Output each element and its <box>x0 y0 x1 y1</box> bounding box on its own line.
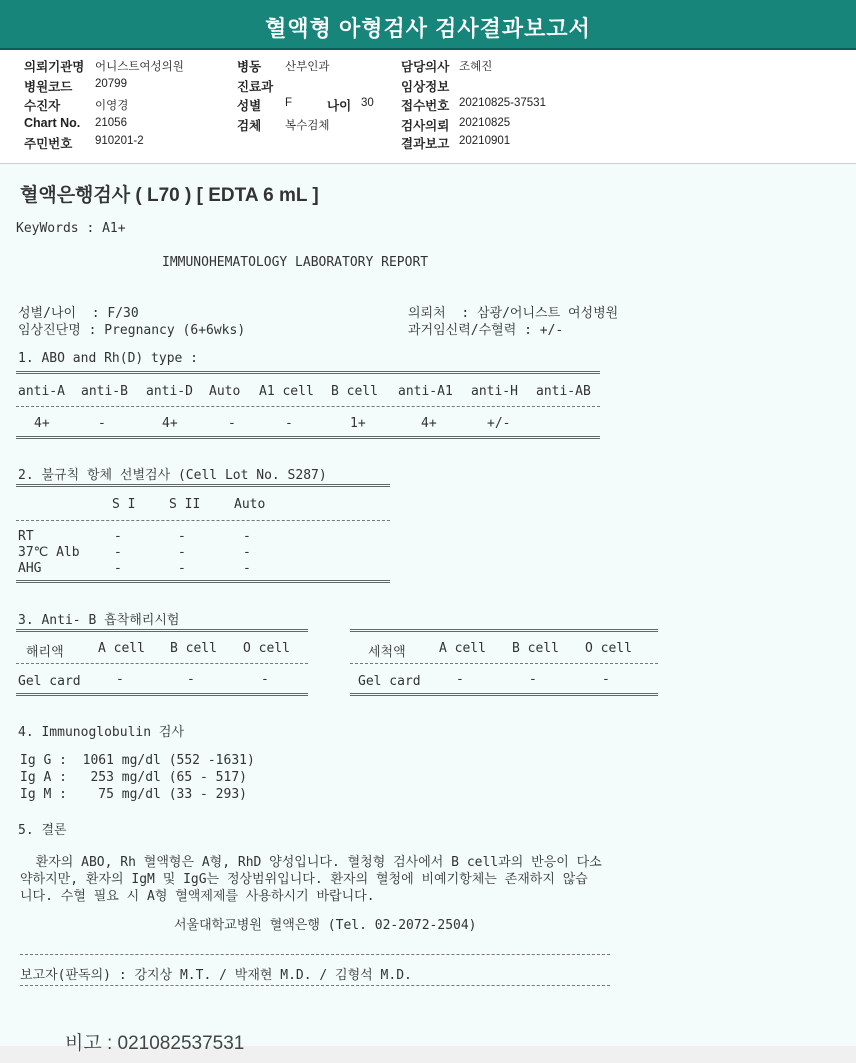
abo-header: anti-AB <box>536 384 591 399</box>
transfusion-history: 과거임신력/수혈력 : +/- <box>408 323 564 338</box>
abo-mid-rule <box>16 406 600 407</box>
reporter-top-rule <box>20 954 610 955</box>
label-department: 진료과 <box>237 80 274 94</box>
abo-header: A1 cell <box>259 384 314 399</box>
lab-report-title: IMMUNOHEMATOLOGY LABORATORY REPORT <box>162 255 429 270</box>
elu-row-label: Gel card <box>18 674 81 689</box>
abo-header: Auto <box>209 384 241 399</box>
screen-value: - <box>178 529 186 544</box>
wash-value: - <box>602 672 610 687</box>
value-requester: 어니스트여성의원 <box>95 61 184 73</box>
abo-section-title: 1. ABO and Rh(D) type : <box>18 351 199 366</box>
elu-mid-rule <box>16 663 308 664</box>
value-request-date: 20210825 <box>459 117 511 129</box>
screen-row-label: 37℃ Alb <box>18 545 80 560</box>
ig-section-title: 4. Immunoglobulin 검사 <box>18 725 184 740</box>
conclusion-line: 환자의 ABO, Rh 혈액형은 A형, RhD 양성입니다. 혈청형 검사에서 B cell과의 반응이 다소 <box>20 855 602 870</box>
elu-header: A cell <box>98 641 145 656</box>
screen-section-title: 2. 불규칙 항체 선별검사 (Cell Lot No. S287) <box>18 468 327 483</box>
screen-header: S II <box>169 497 201 512</box>
ig-line: Ig G : 1061 mg/dl (552 -1631) <box>20 753 255 768</box>
abo-header: anti-D <box>146 384 193 399</box>
label-doctor: 담당의사 <box>401 60 450 74</box>
clinical-diagnosis: 임상진단명 : Pregnancy (6+6wks) <box>18 323 246 338</box>
label-requester: 의뢰기관명 <box>24 60 85 74</box>
label-resident-no: 주민번호 <box>24 137 73 151</box>
title-bar <box>0 0 856 50</box>
screen-value: - <box>114 561 122 576</box>
screen-value: - <box>243 529 251 544</box>
screen-value: - <box>114 529 122 544</box>
screen-value: - <box>114 545 122 560</box>
screen-value: - <box>243 561 251 576</box>
report-title: 혈액형 아형검사 검사결과보고서 <box>265 16 591 41</box>
sex-age: 성별/나이 : F/30 <box>18 306 139 321</box>
wash-bottom-rule <box>350 693 658 696</box>
screen-top-rule <box>16 484 390 487</box>
value-chart-no: 21056 <box>95 117 127 129</box>
wash-mid-rule <box>350 663 658 664</box>
abo-value: 4+ <box>421 416 437 431</box>
ig-line: Ig A : 253 mg/dl (65 - 517) <box>20 770 247 785</box>
abo-value: - <box>228 416 236 431</box>
wash-header: 세척액 <box>368 645 406 660</box>
abo-value: 4+ <box>162 416 178 431</box>
label-chart-no: Chart No. <box>24 116 81 130</box>
wash-row-label: Gel card <box>358 674 421 689</box>
abo-value: +/- <box>487 416 511 431</box>
reporter-bottom-rule <box>20 985 610 986</box>
abo-value: 1+ <box>350 416 366 431</box>
label-report-date: 결과보고 <box>401 137 450 151</box>
wash-header: B cell <box>512 641 559 656</box>
value-specimen: 복수검체 <box>285 120 330 132</box>
screen-mid-rule <box>16 520 390 521</box>
remark: 비고 : 021082537531 <box>65 1033 245 1054</box>
label-hospital-code: 병원코드 <box>24 80 73 94</box>
value-receipt-no: 20210825-37531 <box>459 97 546 109</box>
screen-header: S I <box>112 497 136 512</box>
wash-top-rule <box>350 629 658 632</box>
abo-header: anti-B <box>81 384 128 399</box>
wash-value: - <box>456 672 464 687</box>
elu-value: - <box>187 672 195 687</box>
elu-bottom-rule <box>16 693 308 696</box>
label-receipt-no: 접수번호 <box>401 99 450 113</box>
elu-value: - <box>261 672 269 687</box>
conclusion-title: 5. 결론 <box>18 823 67 838</box>
value-resident-no: 910201-2 <box>95 135 144 147</box>
conclusion-line: 니다. 수혈 필요 시 A형 혈액제제를 사용하시기 바랍니다. <box>20 889 375 904</box>
screen-value: - <box>178 561 186 576</box>
label-age: 나이 <box>327 99 352 113</box>
value-hospital-code: 20799 <box>95 78 127 90</box>
value-sex: F <box>285 97 293 109</box>
value-report-date: 20210901 <box>459 135 511 147</box>
keywords: KeyWords : A1+ <box>16 221 126 236</box>
label-ward: 병동 <box>237 60 262 74</box>
value-age: 30 <box>361 97 374 109</box>
screen-row-label: RT <box>18 529 34 544</box>
screen-bottom-rule <box>16 580 390 583</box>
wash-header: A cell <box>439 641 486 656</box>
abo-header: anti-A1 <box>398 384 453 399</box>
abo-header: anti-A <box>18 384 65 399</box>
abo-bottom-rule <box>16 436 600 439</box>
elu-header: 해리액 <box>26 645 64 660</box>
elu-header: O cell <box>243 641 290 656</box>
label-request-date: 검사의뢰 <box>401 119 450 133</box>
abo-header: anti-H <box>471 384 518 399</box>
elu-value: - <box>116 672 124 687</box>
antib-section-title: 3. Anti- B 흡착해리시험 <box>18 613 180 628</box>
value-doctor: 조혜진 <box>459 61 493 73</box>
conclusion-line: 약하지만, 환자의 IgM 및 IgG는 정상범위입니다. 환자의 혈청에 비예기항체는 존재하지 않습 <box>20 872 588 887</box>
screen-row-label: AHG <box>18 561 42 576</box>
value-patient: 이영경 <box>95 100 129 112</box>
referrer: 의뢰처 : 삼광/어니스트 여성병원 <box>408 306 619 321</box>
elu-header: B cell <box>170 641 217 656</box>
abo-value: - <box>285 416 293 431</box>
screen-value: - <box>243 545 251 560</box>
report-body <box>0 164 856 1046</box>
value-ward: 산부인과 <box>285 61 330 73</box>
wash-header: O cell <box>585 641 632 656</box>
reporter-line: 보고자(판독의) : 강지상 M.T. / 박재현 M.D. / 김형석 M.D. <box>20 968 412 983</box>
screen-value: - <box>178 545 186 560</box>
abo-value: 4+ <box>34 416 50 431</box>
report-header <box>0 50 856 164</box>
abo-value: - <box>98 416 106 431</box>
section-title: 혈액은행검사 ( L70 ) [ EDTA 6 mL ] <box>20 185 319 206</box>
elu-top-rule <box>16 629 308 632</box>
wash-value: - <box>529 672 537 687</box>
label-specimen: 검체 <box>237 119 262 133</box>
screen-header: Auto <box>234 497 266 512</box>
label-patient: 수진자 <box>24 99 61 113</box>
abo-header: B cell <box>331 384 378 399</box>
label-sex: 성별 <box>237 99 262 113</box>
hospital-contact: 서울대학교병원 혈액은행 (Tel. 02-2072-2504) <box>174 918 477 933</box>
label-clinical-info: 임상정보 <box>401 80 450 94</box>
abo-top-rule <box>16 371 600 374</box>
ig-line: Ig M : 75 mg/dl (33 - 293) <box>20 787 247 802</box>
